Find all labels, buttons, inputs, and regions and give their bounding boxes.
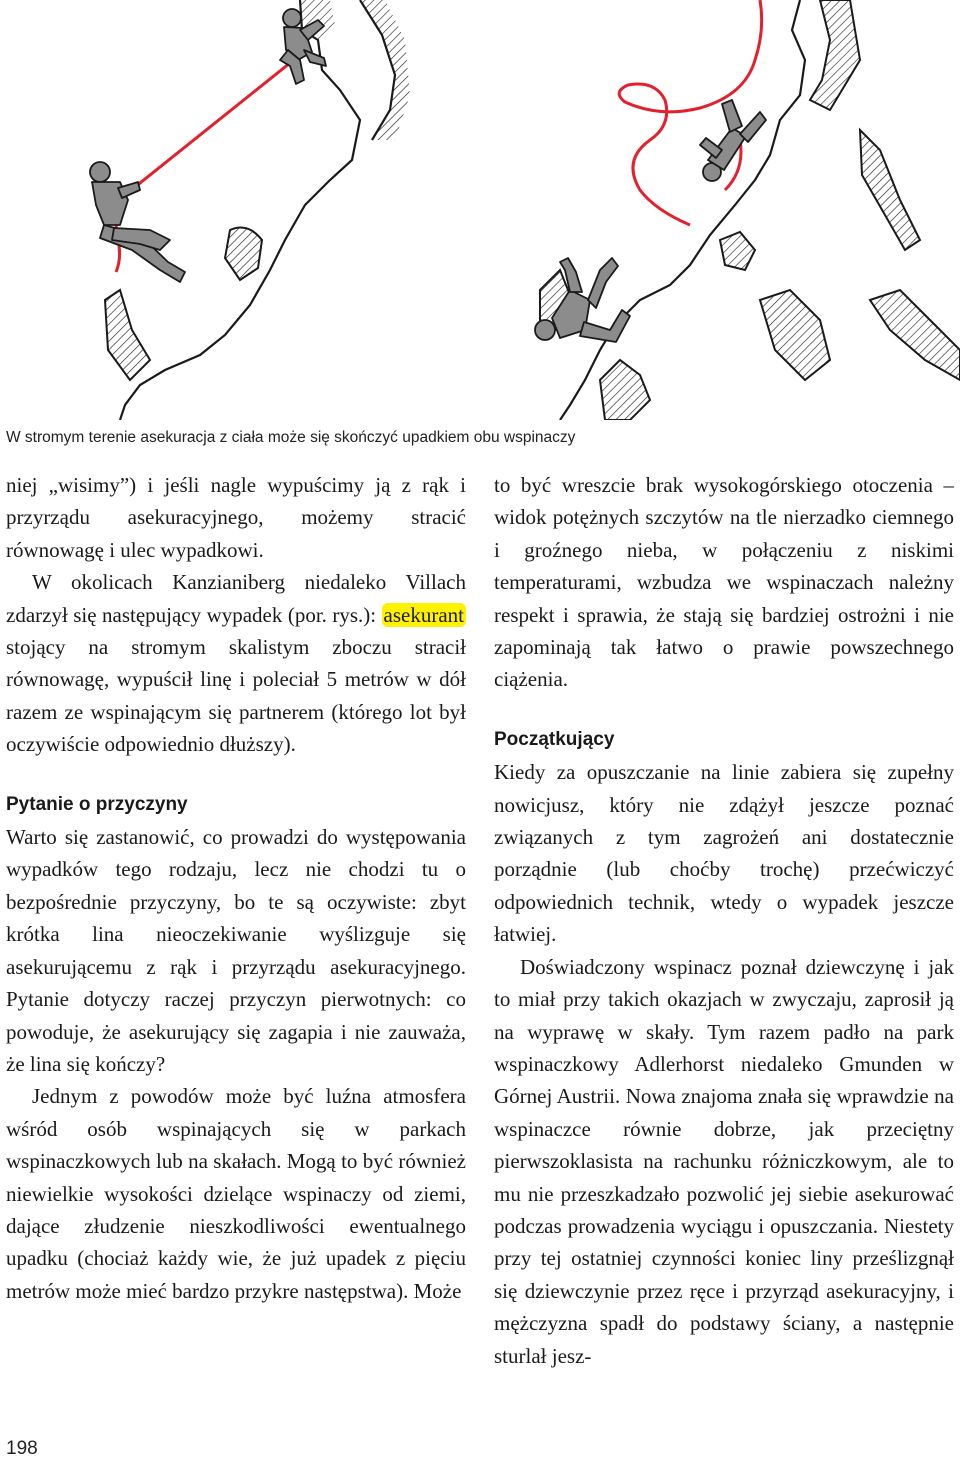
highlighted-term: asekurant xyxy=(383,602,464,627)
paragraph: Kiedy za opuszczanie na linie zabiera się zupełny nowicjusz, który nie zdążył jeszcze poznać związanych z tym zagrożeń ani dostatecznie porządnie (lub choćby trochę) przećwiczyć odpowiednich technik, wtedy o wypadek jeszcze łatwiej. xyxy=(494,760,954,947)
rope-right xyxy=(619,0,761,225)
paragraph: niej „wisimy”) i jeśli nagle wypuścimy ją z rąk i przyrządu asekuracyjnego, możemy stracić równowagę i ulec wypadkowi. xyxy=(6,473,466,562)
paragraph-text: stojący na stromym skalistym zboczu stracił równowagę, wypuścił linę i poleciał 5 metrów w dół razem ze wspinającym się partnerem (którego lot był oczywiście odpowiednio dłuższy). xyxy=(6,635,466,757)
falling-climber-figure xyxy=(700,100,766,181)
rock-outline-right xyxy=(560,0,805,420)
page-number: 198 xyxy=(6,1438,38,1459)
paragraph-accident xyxy=(6,566,466,760)
paragraph: Doświadczony wspinacz poznał dziewczynę i jak to miał przy takich okazjach w zwyczaju, zaprosił ją na wyprawę w skały. Tym razem padło na park wspinaczkowy Adlerhorst niedaleko Gmunden w Górnej Austrii. Nowa znajoma znała się wprawdzie na wspinaczce równie dobrze, jak przeciętny pierwszoklasista na rachunku różniczkowym, ale to mu nie przeszkadzało pozwolić jej siebie asekurować podczas prowadzenia wyciągu i opuszczania. Niestety przy tej ostatniej czynności koniec liny prześlizgnął się dziewczynie przez ręce i przyrząd asekuracyjny, i mężczyzna spadł do podstawy ściany, a następnie sturlał jesz- xyxy=(494,954,954,1368)
section-heading-causes: Pytanie o przyczyny xyxy=(6,793,188,815)
section-heading-beginners: Początkujący xyxy=(494,728,615,750)
paragraph-text: W okolicach Kanzianiberg niedaleko Villach zdarzył się następujący wypadek (por. rys.): xyxy=(6,570,466,627)
scene-before-fall xyxy=(90,0,410,420)
belayer-figure xyxy=(90,162,185,282)
text-column-right xyxy=(494,469,954,1372)
paragraph: to być wreszcie brak wysokogórskiego otoczenia – widok potężnych szczytów na tle nierzadko ciemnego i groźnego nieba, w połączeniu z niskimi temperaturami, wzbudza we wspinaczach należny respekt i sprawia, że stają się bardziej ostrożni i nie zapominają tak łatwo o prawie powszechnego ciążenia. xyxy=(494,473,954,692)
climbing-accident-illustration xyxy=(0,0,960,420)
paragraph: Jednym z powodów może być luźna atmosfera wśród osób wspinających się w parkach wspinaczkowych lub na skałach. Mogą to być również niewielkie wysokości dzielące wspinaczy od ziemi, dające złudzenie nieszkodliwości ewentualnego upadku (chociaż każdy wie, że już upadek z pięciu metrów może mieć bardzo przykre następstwa). Może xyxy=(6,1084,466,1303)
figure-caption: W stromym terenie asekuracja z ciała może się skończyć upadkiem obu wspinaczy xyxy=(6,429,576,446)
text-column-left xyxy=(6,469,466,1307)
paragraph: Warto się zastanowić, co prowadzi do występowania wypadków tego rodzaju, lecz nie chodzi tu o bezpośrednie przyczyny, bo te są oczywiste: zbyt krótka lina nieoczekiwanie wyślizguje się asekurującemu z rąk i przyrządu asekuracyjnego. Pytanie dotyczy raczej przyczyn pierwotnych: co powoduje, że asekurujący się zagapia i nie zauważa, że lina się kończy? xyxy=(6,825,466,1076)
scene-during-fall xyxy=(535,0,960,420)
